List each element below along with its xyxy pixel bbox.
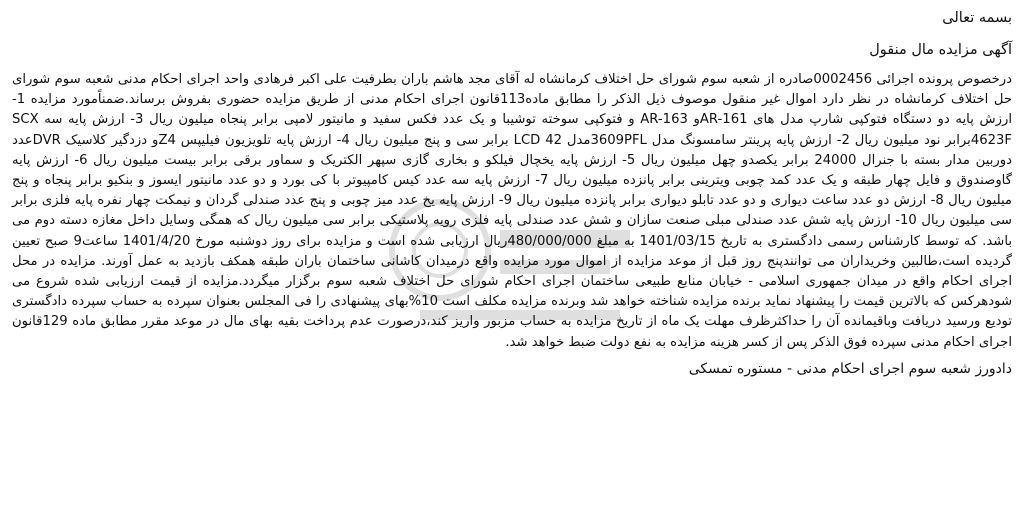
notice-signature: دادورز شعبه سوم اجرای احکام مدنی - مستوره تمسکی (688, 360, 1012, 377)
notice-heading: بسمه تعالی (942, 10, 1012, 26)
notice-title: آگهی مزایده مال منقول (869, 42, 1012, 58)
notice-body: درخصوص پرونده اجرائی 0002456صادره از شعبه سوم شورای حل اختلاف کرمانشاه له آقای مجد هاشم باران بطرفیت علی اکبر فرهادی واحد اجرای احکام مدنی شعبه سوم شورای حل اختلاف کرمانشاه در نظر دارد اموال غیر منقول موصوف ذیل الذکر را مطابق ماده113قانون اجرای احکام مدنی از طریق مزایده حضوری بفروش برساند.ضمناًمورد مزایده 1- ارزش پایه دو دستگاه فتوکپی شارپ مدل های AR-161و AR-163 و فتوکپی سوخته توشیبا و یک عدد فکس سفید و مانیتور لامپی برابر پنجاه میلیون ریال 3- ارزش پایه سه SCX 4623Fبرابر نود میلیون ریال 2- ارزش پایه پرینتر سامسونگ مدل 3609PFLمدل 42 LCD برابر سی و پنج میلیون ریال 4- ارزش پایه تلویزیون فیلیپس Z4و دزدگیر کلاسیک DVRعدد دوربین مدار بسته با جنرال 24000 برابر یکصدو چهل میلیون ریال 5- ارزش پایه یخچال فیلکو و بخاری گازی سپهر الکتریک و سماور برقی برابر بیست میلیون ریال 6- ارزش پایه گاوصندوق و فایل چهار طبقه و یک عدد کمد چوبی ویترینی برابر پانزده میلیون ریال 7- ارزش پایه سه عدد کیس کامپیوتر با کی بورد و دو عدد مانیتور ایسوز و بنکیو برابر پنجاه و پنج میلیون ریال 8- ارزش دو عدد ساعت دیواری و دو عدد تابلو دیواری برابر پانزده میلیون ریال 9- ارزش پایه یخ عدد میز چوبی و پنج عدد صندلی گردان و نیمکت چهار نفره پایه فلزی برابر سی میلیون ریال 10- ارزش پایه شش عدد صندلی مبلی صنعت سازان و شش عدد صندلی پایه فلزی رویه پلاستیکی برابر سی میلیون ریال که همگی وسایل داخل مغازه دسته دوم می باشد. که توسط کارشناس رسمی دادگستری به تاریخ 1401/03/15 به مبلغ 480/000/000ریال ارزیابی شده است و مزایده برای روز دوشنبه مورخ 1401/4/20 ساعت9 صبح تعیین گردیده است،طالبین وخریداران می توانندپنج روز قبل از موعد مزایده از اموال مورد مزایده واقع درمیدان کاشانی ساختمان باران طبقه همکف بازدید به عمل آورند. مزایده در محل اجرای احکام واقع در میدان جمهوری اسلامی - خیابان منابع طبیعی ساختمان اجرای احکام شورای حل اختلاف شعبه سوم برگزار میگردد.مزایده از قیمت ارزیابی شده شروع می شودهرکس که بالاترین قیمت را پیشنهاد نماید برنده مزایده شناخته خواهد شد وبرنده مزایده مکلف است 10%بهای پیشنهادی را فی المجلس بعنوان سپرده به حساب سپرده دادگستری تودیع ورسید دریافت وباقیمانده آن را حداکثرظرف مهلت یک ماه از تاریخ مزایده به حساب مزبور واریز کند،درصورت عدم پرداخت بقیه بهای مال در موعد مقرر مطابق ماده 129قانون اجرای احکام مدنی سپرده فوق الذکر پس از کسر هزینه مزایده به نفع دولت ضبط خواهد شد. (12, 72, 1013, 350)
